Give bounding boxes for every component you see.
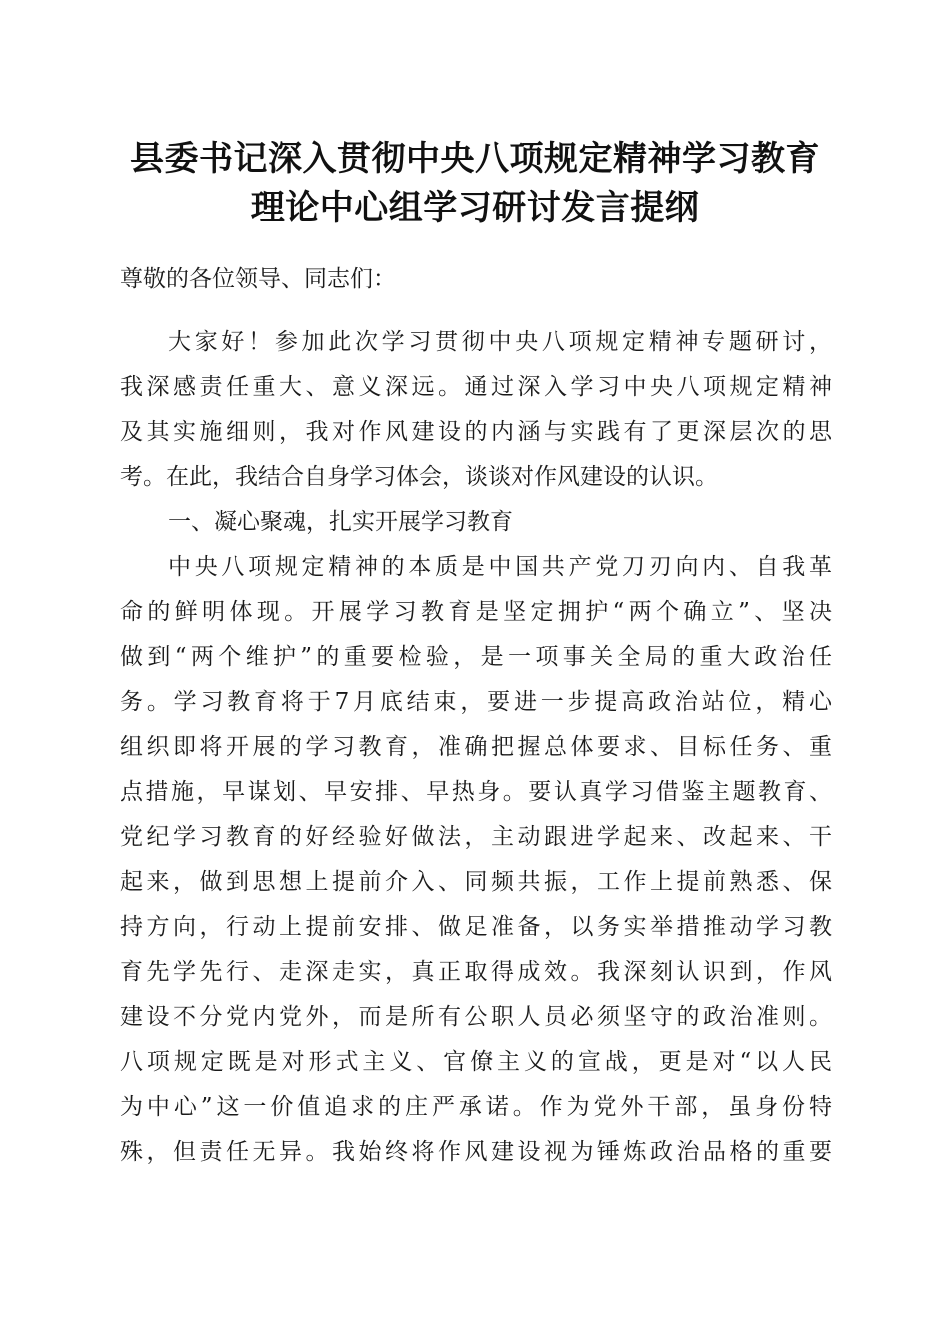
paragraph-line: 做到“两个维护”的重要检验，是一项事关全局的重大政治任: [120, 644, 832, 670]
paragraph-line: 殊，但责任无异。我始终将作风建设视为锤炼政治品格的重要: [120, 1139, 832, 1165]
paragraph-line: 起来，做到思想上提前介入、同频共振，工作上提前熟悉、保: [120, 869, 832, 895]
paragraph-line: 大家好！参加此次学习贯彻中央八项规定精神专题研讨，: [168, 329, 832, 355]
paragraph-line: 点措施，早谋划、早安排、早热身。要认真学习借鉴主题教育、: [120, 779, 832, 805]
section-heading: 一、凝心聚魂，扎实开展学习教育: [168, 509, 513, 535]
paragraph-line: 中央八项规定精神的本质是中国共产党刀刃向内、自我革: [168, 554, 832, 580]
paragraph-line: 组织即将开展的学习教育，准确把握总体要求、目标任务、重: [120, 734, 832, 760]
paragraph-line: 考。在此，我结合自身学习体会，谈谈对作风建设的认识。: [120, 464, 718, 490]
paragraph-line: 育先学先行、走深走实，真正取得成效。我深刻认识到，作风: [120, 959, 832, 985]
salutation: 尊敬的各位领导、同志们：: [120, 266, 396, 292]
document-title-line-1: 县委书记深入贯彻中央八项规定精神学习教育: [130, 139, 820, 179]
paragraph-line: 党纪学习教育的好经验好做法，主动跟进学起来、改起来、干: [120, 824, 832, 850]
document-title-line-2: 理论中心组学习研讨发言提纲: [250, 188, 700, 228]
paragraph-line: 务。学习教育将于7月底结束，要进一步提高政治站位，精心: [120, 689, 832, 715]
paragraph-line: 持方向，行动上提前安排、做足准备，以务实举措推动学习教: [120, 914, 832, 940]
paragraph-line: 八项规定既是对形式主义、官僚主义的宣战，更是对“以人民: [120, 1049, 832, 1075]
paragraph-line: 我深感责任重大、意义深远。通过深入学习中央八项规定精神: [120, 374, 832, 400]
paragraph-line: 命的鲜明体现。开展学习教育是坚定拥护“两个确立”、坚决: [120, 599, 832, 625]
paragraph-line: 及其实施细则，我对作风建设的内涵与实践有了更深层次的思: [120, 419, 832, 445]
paragraph-line: 为中心”这一价值追求的庄严承诺。作为党外干部，虽身份特: [120, 1094, 832, 1120]
paragraph-line: 建设不分党内党外，而是所有公职人员必须坚守的政治准则。: [120, 1004, 832, 1030]
